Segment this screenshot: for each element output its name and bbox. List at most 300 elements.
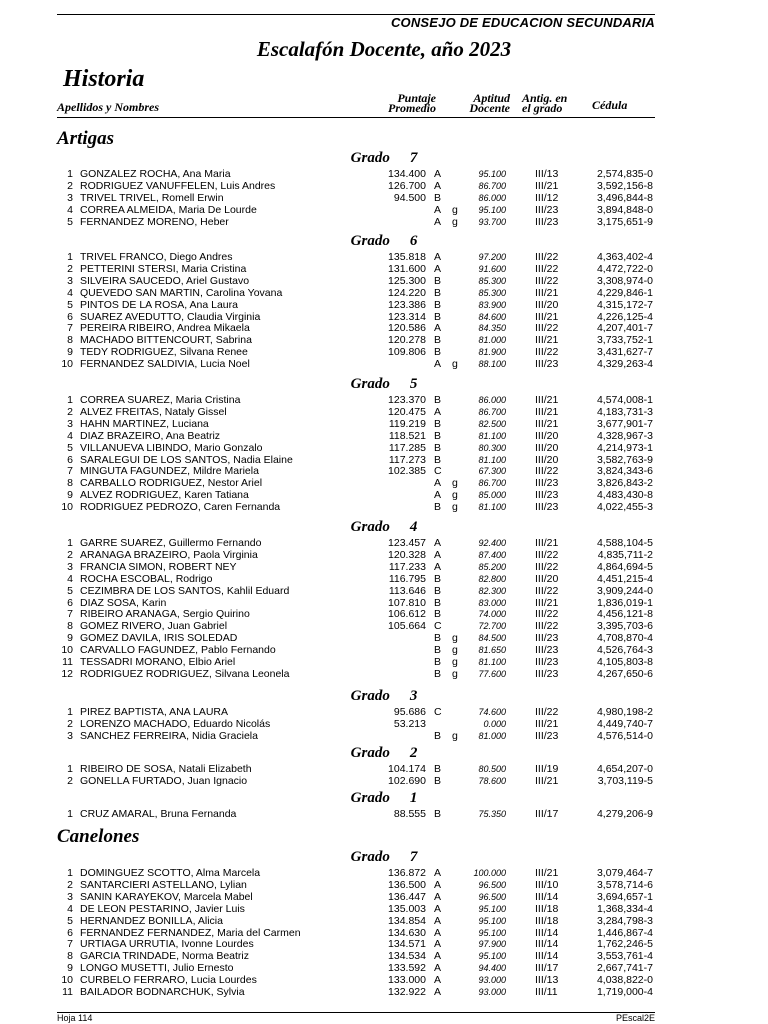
id-number: 3,677,901-7: [596, 417, 653, 430]
teacher-name: CRUZ AMARAL, Bruna Fernanda: [80, 808, 237, 820]
grade-seniority: III/23: [535, 477, 559, 490]
grade-seniority: III/20: [535, 441, 559, 454]
g-flag: g: [452, 215, 458, 228]
row-number: 1: [67, 706, 73, 718]
grade-seniority: III/23: [535, 644, 559, 657]
row-number: 7: [67, 608, 73, 621]
id-number: 4,574,008-1: [596, 394, 653, 406]
teacher-name: GARRE SUAREZ, Guillermo Fernando: [80, 537, 262, 549]
row-number: 5: [67, 441, 73, 454]
grade-label: Grado: [350, 849, 390, 865]
id-number: 3,175,651-9: [596, 215, 653, 228]
row-number: 10: [61, 501, 73, 514]
id-number: 4,708,870-4: [596, 632, 653, 645]
teacher-name: DIAZ BRAZEIRO, Ana Beatriz: [80, 429, 221, 442]
header-rule: [57, 117, 655, 118]
category: B: [434, 334, 442, 347]
category: A: [434, 902, 442, 915]
table-row: [0, 962, 768, 974]
teacher-name: DE LEON PESTARINO, Javier Luis: [80, 902, 245, 915]
grade-seniority: III/11: [535, 986, 558, 998]
row-number: 3: [67, 890, 73, 903]
id-number: 3,824,343-6: [596, 465, 653, 478]
category: B: [434, 608, 442, 621]
category: B: [434, 310, 442, 323]
table-row: [0, 442, 768, 454]
average-score: 102.690: [388, 774, 426, 787]
aptitude-score: 81.000: [478, 730, 506, 741]
row-number: 8: [67, 950, 73, 963]
teacher-name: SUAREZ AVEDUTTO, Claudia Virginia: [80, 310, 261, 323]
average-score: 134.571: [388, 938, 426, 951]
id-number: 3,308,974-0: [596, 274, 653, 287]
g-flag: g: [452, 203, 458, 216]
row-number: 2: [67, 548, 73, 561]
aptitude-score: 85.300: [478, 287, 506, 298]
row-number: 1: [67, 537, 73, 549]
grade-seniority: III/22: [535, 465, 559, 478]
id-number: 1,762,246-5: [596, 938, 653, 951]
grade-heading: [0, 849, 768, 866]
category: B: [434, 274, 442, 287]
aptitude-score: 81.650: [478, 645, 506, 656]
row-number: 12: [61, 667, 73, 680]
aptitude-score: 82.500: [478, 418, 506, 429]
category: B: [434, 453, 442, 466]
table-row: [0, 891, 768, 903]
aptitude-score: 92.400: [478, 538, 506, 548]
aptitude-score: 96.500: [478, 891, 506, 902]
category: A: [434, 251, 442, 263]
id-number: 3,578,714-6: [596, 878, 653, 891]
average-score: 94.500: [393, 191, 426, 204]
aptitude-score: 81.100: [478, 502, 506, 513]
average-score: 134.400: [388, 168, 426, 180]
id-number: 2,667,741-7: [596, 962, 653, 975]
aptitude-score: 81.100: [478, 454, 506, 465]
aptitude-score: 67.300: [478, 466, 506, 477]
grade-seniority: III/21: [535, 774, 559, 787]
id-number: 4,315,172-7: [596, 298, 653, 311]
id-number: 3,496,844-8: [596, 191, 653, 204]
average-score: 134.630: [388, 926, 426, 939]
row-number: 3: [67, 417, 73, 430]
grade-seniority: III/22: [535, 620, 559, 633]
row-number: 1: [67, 251, 73, 263]
average-score: 136.447: [388, 890, 426, 903]
id-number: 4,207,401-7: [596, 322, 653, 335]
grade-seniority: III/21: [535, 394, 559, 406]
teacher-name: GONELLA FURTADO, Juan Ignacio: [80, 774, 248, 787]
id-number: 4,363,402-4: [596, 251, 653, 263]
teacher-name: FRANCIA SIMON, ROBERT NEY: [80, 560, 237, 573]
row-number: 7: [67, 465, 73, 478]
id-number: 3,703,119-5: [597, 774, 653, 787]
row-number: 6: [67, 453, 73, 466]
grade-label: Grado: [350, 519, 390, 535]
grade-seniority: III/12: [535, 191, 559, 204]
grade-seniority: III/21: [535, 717, 559, 730]
aptitude-score: 86.700: [478, 180, 506, 191]
table-row: [0, 706, 768, 718]
row-number: 3: [67, 560, 73, 573]
aptitude-score: 95.100: [478, 169, 506, 179]
grade-number: 1: [409, 790, 418, 806]
row-number: 5: [67, 584, 73, 597]
row-number: 9: [67, 962, 73, 975]
grade-seniority: III/20: [535, 572, 559, 585]
category: A: [434, 489, 442, 502]
id-number: 4,472,722-0: [596, 262, 653, 275]
category: C: [434, 465, 442, 478]
table-row: [0, 608, 768, 620]
average-score: 133.592: [388, 962, 426, 975]
id-number: 1,719,000-4: [596, 986, 653, 998]
teacher-name: DIAZ SOSA, Karin: [80, 596, 167, 609]
average-score: 134.854: [388, 914, 426, 927]
grade-seniority: III/20: [535, 298, 559, 311]
row-number: 10: [61, 358, 73, 371]
category: A: [434, 974, 442, 987]
category: B: [434, 656, 442, 668]
average-score: 123.457: [388, 537, 426, 549]
aptitude-score: 81.900: [478, 347, 506, 358]
average-score: 126.700: [388, 179, 426, 192]
aptitude-score: 82.800: [478, 573, 506, 584]
table-row: [0, 585, 768, 597]
grade-seniority: III/23: [535, 489, 559, 502]
teacher-name: VILLANUEVA LIBINDO, Mario Gonzalo: [80, 441, 263, 454]
aptitude-score: 87.400: [478, 549, 506, 560]
teacher-name: GARCIA TRINDADE, Norma Beatriz: [80, 950, 250, 963]
id-number: 4,328,967-3: [596, 429, 653, 442]
row-number: 1: [67, 867, 73, 879]
grade-seniority: III/22: [535, 274, 559, 287]
row-number: 6: [67, 596, 73, 609]
aptitude-score: 84.500: [478, 633, 506, 644]
grade-seniority: III/21: [535, 286, 559, 299]
teacher-name: CURBELO FERRARO, Lucia Lourdes: [80, 974, 257, 987]
grade-seniority: III/22: [535, 706, 559, 718]
table-row: [0, 620, 768, 632]
teacher-name: SILVEIRA SAUCEDO, Ariel Gustavo: [80, 274, 250, 287]
table-row: [0, 763, 768, 775]
average-score: 120.475: [388, 405, 426, 418]
aptitude-score: 80.300: [478, 442, 506, 453]
row-number: 4: [67, 572, 73, 585]
row-number: 3: [67, 191, 73, 204]
id-number: 4,576,514-0: [596, 729, 653, 742]
category: B: [434, 286, 442, 299]
teacher-name: HAHN MARTINEZ, Luciana: [80, 417, 209, 430]
table-row: [0, 867, 768, 879]
teacher-name: LONGO MUSETTI, Julio Ernesto: [80, 962, 234, 975]
row-number: 6: [67, 310, 73, 323]
teacher-name: RIBEIRO DE SOSA, Natali Elizabeth: [80, 763, 252, 775]
teacher-name: TEDY RODRIGUEZ, Silvana Renee: [80, 346, 248, 359]
category: B: [434, 501, 442, 514]
average-score: 136.872: [388, 867, 426, 879]
teacher-name: HERNANDEZ BONILLA, Alicia: [80, 914, 223, 927]
id-number: 4,864,694-5: [596, 560, 653, 573]
category: B: [434, 346, 442, 359]
id-number: 4,226,125-4: [596, 310, 653, 323]
table-row: [0, 406, 768, 418]
grade-seniority: III/23: [535, 501, 559, 514]
department-title: Canelones: [57, 826, 140, 847]
grade-seniority: III/14: [535, 926, 559, 939]
id-number: 4,451,215-4: [596, 572, 653, 585]
row-number: 4: [67, 203, 73, 216]
grade-seniority: III/23: [535, 203, 559, 216]
average-score: 53.213: [393, 717, 426, 730]
category: A: [434, 878, 442, 891]
category: B: [434, 441, 442, 454]
grade-seniority: III/22: [535, 548, 559, 561]
table-row: [0, 311, 768, 323]
grade-seniority: III/14: [535, 890, 559, 903]
id-number: 4,449,740-7: [596, 717, 653, 730]
row-number: 10: [61, 644, 73, 657]
grade-seniority: III/18: [535, 902, 559, 915]
table-row: [0, 204, 768, 216]
aptitude-score: 95.100: [478, 915, 506, 926]
aptitude-score: 93.000: [478, 975, 506, 986]
teacher-name: ROCHA ESCOBAL, Rodrigo: [80, 572, 213, 585]
average-score: 131.600: [388, 262, 426, 275]
row-number: 6: [67, 926, 73, 939]
teacher-name: TRIVEL TRIVEL, Romell Erwin: [80, 191, 224, 204]
id-number: 4,229,846-1: [596, 286, 653, 299]
average-score: 134.534: [388, 950, 426, 963]
table-row: [0, 322, 768, 334]
category: B: [434, 394, 442, 406]
category: A: [434, 179, 442, 192]
grade-seniority: III/22: [535, 251, 559, 263]
category: A: [434, 262, 442, 275]
category: B: [434, 774, 442, 787]
category: B: [434, 572, 442, 585]
category: B: [434, 429, 442, 442]
id-number: 4,214,973-1: [596, 441, 653, 454]
average-score: 136.500: [388, 878, 426, 891]
id-number: 3,826,843-2: [596, 477, 653, 490]
category: A: [434, 986, 442, 998]
id-number: 3,395,703-6: [596, 620, 653, 633]
table-row: [0, 656, 768, 668]
teacher-name: SANIN KARAYEKOV, Marcela Mabel: [80, 890, 253, 903]
grade-seniority: III/22: [535, 346, 559, 359]
row-number: 5: [67, 298, 73, 311]
grade-seniority: III/23: [535, 215, 559, 228]
aptitude-score: 72.700: [478, 621, 506, 632]
id-number: 3,431,627-7: [596, 346, 653, 359]
teacher-name: CORREA SUAREZ, Maria Cristina: [80, 394, 241, 406]
teacher-name: URTIAGA URRUTIA, Ivonne Lourdes: [80, 938, 254, 951]
grade-seniority: III/22: [535, 262, 559, 275]
average-score: 102.385: [388, 465, 426, 478]
table-row: [0, 465, 768, 477]
aptitude-score: 82.300: [478, 585, 506, 596]
grade-seniority: III/21: [535, 405, 559, 418]
id-number: 4,526,764-3: [596, 644, 653, 657]
table-row: [0, 808, 768, 820]
teacher-name: CORREA ALMEIDA, Maria De Lourde: [80, 203, 257, 216]
grade-seniority: III/21: [535, 537, 559, 549]
g-flag: g: [452, 656, 458, 668]
footer-rule: [57, 1012, 655, 1013]
aptitude-score: 94.400: [478, 963, 506, 974]
average-score: 120.278: [388, 334, 426, 347]
teacher-name: GOMEZ DAVILA, IRIS SOLEDAD: [80, 632, 238, 645]
aptitude-score: 77.600: [478, 668, 506, 679]
row-number: 7: [67, 322, 73, 335]
row-number: 3: [67, 729, 73, 742]
document-title: Escalafón Docente, año 2023: [256, 37, 512, 61]
g-flag: g: [452, 477, 458, 490]
category: B: [434, 596, 442, 609]
aptitude-score: 95.100: [478, 903, 506, 914]
category: A: [434, 938, 442, 951]
teacher-name: DOMINGUEZ SCOTTO, Alma Marcela: [80, 867, 261, 879]
aptitude-score: 88.100: [478, 359, 506, 370]
category: B: [434, 191, 442, 204]
average-score: 123.386: [388, 298, 426, 311]
grade-heading: [0, 688, 768, 705]
id-number: 4,654,207-0: [596, 763, 653, 775]
row-number: 3: [67, 274, 73, 287]
table-row: [0, 430, 768, 442]
id-number: 3,733,752-1: [596, 334, 653, 347]
category: A: [434, 215, 442, 228]
teacher-name: FERNANDEZ FERNANDEZ, Maria del Carmen: [80, 926, 301, 939]
average-score: 133.000: [388, 974, 426, 987]
id-number: 1,836,019-1: [596, 596, 653, 609]
column-header-id: Cédula: [592, 98, 628, 112]
teacher-name: FERNANDEZ SALDIVIA, Lucia Noel: [80, 358, 250, 371]
grade-seniority: III/17: [535, 962, 559, 975]
teacher-name: PETTERINI STERSI, Maria Cristina: [80, 262, 247, 275]
average-score: 132.922: [388, 986, 426, 998]
aptitude-score: 85.300: [478, 275, 506, 286]
category: B: [434, 763, 442, 775]
table-row: [0, 501, 768, 513]
table-row: [0, 168, 768, 180]
teacher-name: MINGUTA FAGUNDEZ, Mildre Mariela: [80, 465, 259, 478]
aptitude-score: 86.700: [478, 478, 506, 489]
table-row: [0, 334, 768, 346]
grade-seniority: III/22: [535, 608, 559, 621]
aptitude-score: 95.100: [478, 951, 506, 962]
grade-heading: [0, 376, 768, 393]
teacher-name: QUEVEDO SAN MARTIN, Carolina Yovana: [80, 286, 283, 299]
category: A: [434, 477, 442, 490]
row-number: 2: [67, 878, 73, 891]
table-row: [0, 927, 768, 939]
category: A: [434, 962, 442, 975]
id-number: 4,279,206-9: [596, 808, 653, 820]
teacher-name: GOMEZ RIVERO, Juan Gabriel: [80, 620, 228, 633]
category: B: [434, 644, 442, 657]
category: A: [434, 890, 442, 903]
id-number: 3,553,761-4: [596, 950, 653, 963]
row-number: 1: [67, 394, 73, 406]
grade-label: Grado: [350, 688, 390, 704]
average-score: 109.806: [388, 346, 426, 359]
grade-seniority: III/10: [535, 878, 559, 891]
column-header-name: Apellidos y Nombres: [57, 100, 159, 114]
g-flag: g: [452, 501, 458, 514]
aptitude-score: 93.700: [478, 216, 506, 227]
table-row: [0, 299, 768, 311]
grade-seniority: III/23: [535, 632, 559, 645]
page-number: Hoja 114: [57, 1013, 93, 1023]
average-score: 135.003: [388, 902, 426, 915]
teacher-name: PINTOS DE LA ROSA, Ana Laura: [80, 298, 238, 311]
report-code: PEscal2E: [615, 1013, 655, 1023]
aptitude-score: 81.100: [478, 657, 506, 667]
id-number: 3,582,763-9: [596, 453, 653, 466]
average-score: 95.686: [393, 706, 426, 718]
average-score: 118.521: [388, 429, 426, 442]
grade-seniority: III/19: [535, 763, 559, 775]
category: A: [434, 867, 442, 879]
grade-seniority: III/18: [535, 914, 559, 927]
row-number: 8: [67, 620, 73, 633]
teacher-name: MACHADO BITTENCOURT, Sabrina: [80, 334, 252, 347]
average-score: 116.795: [388, 572, 426, 585]
grade-number: 5: [409, 376, 418, 392]
grade-seniority: III/23: [535, 358, 559, 371]
category: C: [434, 706, 442, 718]
aptitude-score: 75.350: [478, 809, 506, 819]
table-row: [0, 718, 768, 730]
aptitude-score: 86.700: [478, 406, 506, 417]
teacher-name: SARALEGUI DE LOS SANTOS, Nadia Elaine: [80, 453, 293, 466]
grade-number: 7: [409, 849, 418, 865]
aptitude-score: 83.000: [478, 597, 506, 608]
average-score: 135.818: [388, 251, 426, 263]
table-row: [0, 346, 768, 358]
average-score: 123.314: [388, 310, 426, 323]
table-row: [0, 180, 768, 192]
table-row: [0, 263, 768, 275]
department-title: Artigas: [57, 128, 115, 149]
aptitude-score: 84.350: [478, 323, 506, 334]
id-number: 3,894,848-0: [596, 203, 653, 216]
id-number: 4,105,803-8: [596, 656, 653, 668]
average-score: 117.273: [388, 453, 426, 466]
grade-seniority: III/17: [535, 808, 559, 820]
table-row: [0, 938, 768, 950]
average-score: 107.810: [388, 596, 426, 609]
id-number: 4,588,104-5: [596, 537, 653, 549]
aptitude-score: 80.500: [478, 764, 506, 774]
row-number: 9: [67, 489, 73, 502]
teacher-name: ALVEZ RODRIGUEZ, Karen Tatiana: [80, 489, 249, 502]
average-score: 117.233: [388, 560, 426, 573]
average-score: 104.174: [388, 763, 426, 775]
aptitude-score: 86.000: [478, 395, 506, 405]
teacher-name: SANTARCIERI ASTELLANO, Lylian: [80, 878, 247, 891]
category: A: [434, 914, 442, 927]
grade-heading: [0, 150, 768, 167]
average-score: 88.555: [393, 808, 426, 820]
grade-seniority: III/13: [535, 168, 559, 180]
teacher-name: TRIVEL FRANCO, Diego Andres: [80, 251, 233, 263]
row-number: 1: [67, 808, 73, 820]
row-number: 1: [67, 763, 73, 775]
